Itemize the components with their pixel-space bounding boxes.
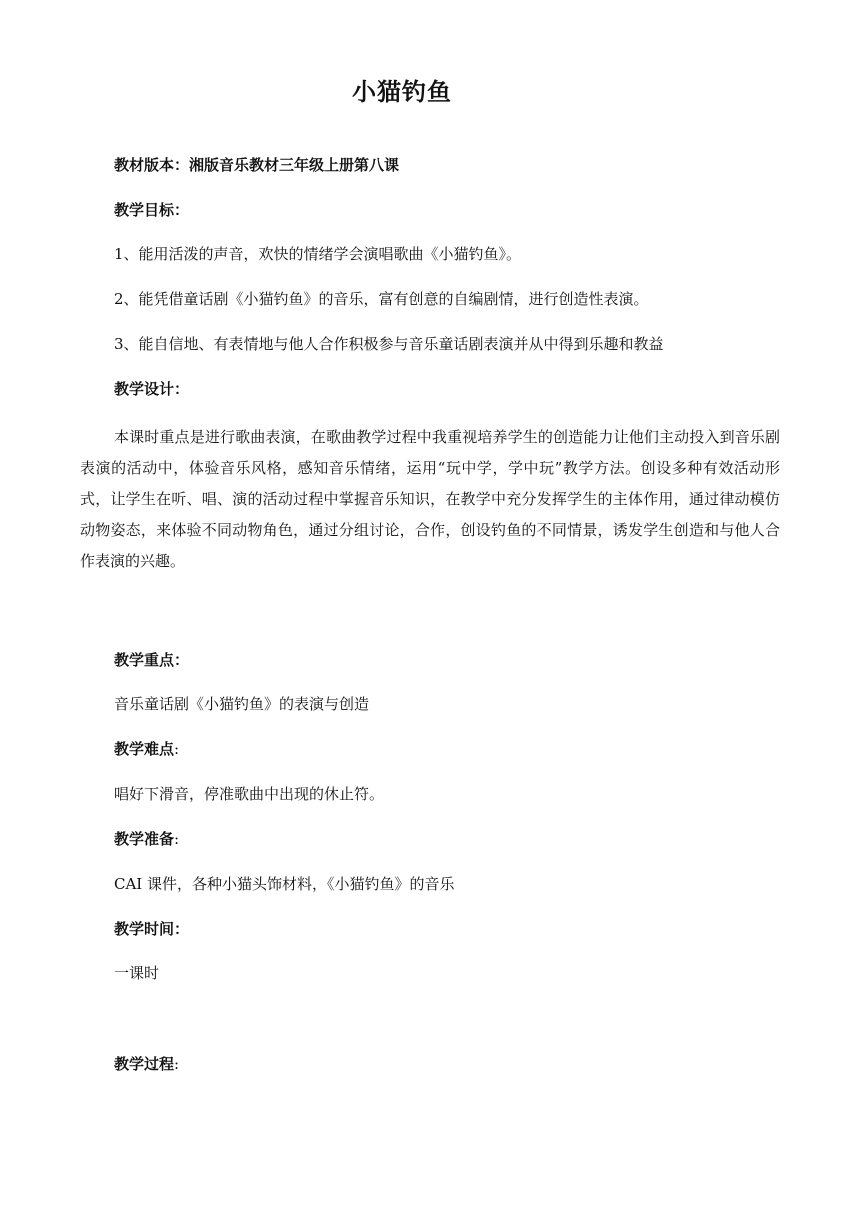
textbook-version-label: 教材版本 [114,156,175,174]
difficulties-colon: : [174,740,180,758]
preparation-heading: 教学准备 [114,830,175,848]
process-colon: : [174,1055,180,1073]
process-heading: 教学过程 [114,1055,175,1073]
document-title: 小猫钓鱼 [352,77,452,106]
objectives-heading: 教学目标： [114,201,190,219]
design-heading: 教学设计： [114,380,190,398]
difficulties-heading-line [114,739,179,759]
objective-item-3: 3、能自信地、有表情地与他人合作积极参与音乐童话剧表演并从中得到乐趣和教益 [114,335,664,353]
difficulties-text: 唱好下滑音，停准歌曲中出现的休止符。 [114,785,385,803]
objective-item-2: 2、能凭借童话剧《小猫钓鱼》的音乐，富有创意的自编剧情，进行创造性表演。 [114,290,649,308]
preparation-heading-line [114,829,179,849]
difficulties-heading: 教学难点 [114,740,175,758]
key-points-heading: 教学重点： [114,651,190,669]
preparation-text: CAI 课件，各种小猫头饰材料，《小猫钓鱼》的音乐 [114,875,455,893]
time-heading: 教学时间： [114,920,190,938]
textbook-version-value: ：湘版音乐教材三年级上册第八课 [174,156,400,174]
process-heading-line [114,1054,179,1074]
design-paragraph: 本课时重点是进行歌曲表演，在歌曲教学过程中我重视培养学生的创造能力让他们主动投入到音乐剧表演的活动中，体验音乐风格，感知音乐情绪，运用“玩中学，学中玩”教学方法。创设多种有效活动形式，让学生在听、唱、演的活动过程中掌握音乐知识，在教学中充分发挥学生的主体作用，通过律动模仿动物姿态，来体验不同动物角色，通过分组讨论，合作，创设钓鱼的不同情景，诱发学生创造和与他人合作表演的兴趣。 [80,428,780,570]
time-text: 一课时 [114,964,160,982]
key-points-text: 音乐童话剧《小猫钓鱼》的表演与创造 [114,695,370,713]
preparation-colon: : [174,830,180,848]
textbook-version-line [114,155,399,175]
objective-item-1: 1、能用活泼的声音，欢快的情绪学会演唱歌曲《小猫钓鱼》。 [114,245,522,263]
